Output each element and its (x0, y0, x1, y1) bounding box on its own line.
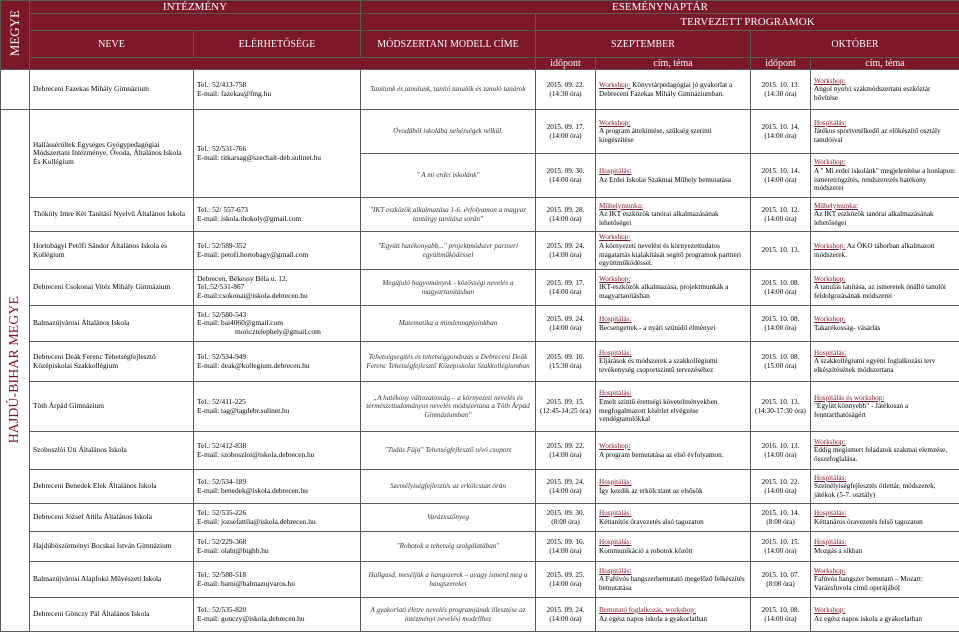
sep-date: 2015. 09. 24. (14:00 óra) (536, 232, 596, 270)
tervezett-header: TERVEZETT PROGRAMOK (536, 14, 959, 31)
okt-event: Workshop: Fafúvós hangszer bemutató – Mozart: Varázsfuvola című operájából (811, 562, 959, 598)
school-name: Szoboszlói Úti Általános Iskola (30, 432, 194, 470)
county-label: HAJDÚ-BIHAR MEGYE (1, 110, 30, 632)
modszertani-header: MÓDSZERTANI MODELL CÍME (361, 31, 536, 58)
contact: Tel.: 52/580-518 E-mail: bami@balmazujvaros.hu (194, 562, 361, 598)
okt-event: Hospitálás: Kéttanáros óravezetés felső tagozaton (811, 504, 959, 532)
contact: Tel.: 52/534-949 E-mail: deak@kollegium.debrecen.hu (194, 342, 361, 382)
contact: Tel.: 52/580-543 E-mail: bai4060@gmail.com moricztelephely@gmail.com (194, 306, 361, 342)
sep-date: 2015. 09. 24. (14:00 óra) (536, 598, 596, 632)
table-row (1, 70, 959, 110)
school-name: Debreceni Fazekas Mihály Gimnázium (30, 70, 194, 110)
okt-event: Workshop: Eddig megismert feladatok szakmai elemzése, összefoglalása. (811, 432, 959, 470)
idopont-header: időpont (536, 58, 596, 70)
school-name: Hallássérültek Egységes Gyógypedagógiai Módszertani Intézménye, Óvoda, Általános Iskola És Kollégium (30, 110, 194, 198)
okt-date: 2015. 10. 08. (14:00 óra) (751, 598, 811, 632)
contact: Debrecen, Békessy Béla u. 12. Tel.:52/531-867 E-mail:csokonai@iskola.debrecen.hu (194, 270, 361, 306)
oktober-header: OKTÓBER (751, 31, 959, 58)
contact: Tel.: 52/413-758 E-mail: fazekas@fmg.hu (194, 70, 361, 110)
school-name: Debreceni Deák Ferenc Tehetségfejlesztő Középiskolai Szakkollégium (30, 342, 194, 382)
table-row (1, 470, 959, 504)
idopont-header: időpont (751, 58, 811, 70)
model-title: "IKT eszközök alkalmazása 1-6. évfolyamon a magyar tantárgy tanítása során" (361, 198, 536, 232)
table-row (1, 270, 959, 306)
okt-event: Hospitálás: Mozgás a síkban (811, 532, 959, 562)
sep-event: Workshop: A környezeti nevelést és környezettudatos magatartás kialakítását segítő programok partneri együttműködéssel. (596, 232, 751, 270)
model-title: Hallgasd, meséljük a hangszerek – avagy ismerd meg a hangszereket (361, 562, 536, 598)
contact: Tel.: 52/535-820 E-mail: gonczy@iskola.debrecen.hu (194, 598, 361, 632)
okt-event: Hospitálás: Játékos sportvetélkedő az előkészítő osztály tanulóival (811, 110, 959, 154)
contact: Tel.: 52/589-352 E-mail: petofi.hortobagy@gmail.com (194, 232, 361, 270)
table-row (1, 232, 959, 270)
model-title: Varázsszőnyeg (361, 504, 536, 532)
contact: Tel.: 52/ 557-673 E-mail: iskola.thokoly@gmail.com (194, 198, 361, 232)
cimtema-header: cím, téma (596, 58, 751, 70)
okt-date: 2015. 10. 14. (14:00 óra) (751, 110, 811, 154)
elerhetoseg-header: ELÉRHETŐSÉGE (194, 31, 361, 58)
contact: Tel.: 52/411-225 E-mail: tag@tagdebr.sulinet.hu (194, 382, 361, 432)
sep-date: 2015. 09. 17. (14:00 óra) (536, 270, 596, 306)
okt-date: 2015. 10. 15. (14:00 óra) (751, 532, 811, 562)
sep-date: 2015. 09. 16. (14:00 óra) (536, 532, 596, 562)
sep-event: Műhelymunka: Az IKT eszközök tanórai alkalmazásának lehetőségei (596, 198, 751, 232)
model-title: Megújuló hagyományok - közösségi nevelés a magyartanításban (361, 270, 536, 306)
school-name: Thököly Imre Két Tanítási Nyelvű Általános Iskola (30, 198, 194, 232)
contact: Tel.: 52/534-189 E-mail: benedek@iskola.debrecen.hu (194, 470, 361, 504)
sep-event: Workshop: Könyvtárpedagógiai jó gyakorlat a Debreceni Fazekas Mihály Gimnáziumban. (596, 70, 751, 110)
model-title: "Tudás Fája" Tehetségfejlesztő nívó csoport (361, 432, 536, 470)
sep-date: 2015. 09. 30. (14:00 óra) (536, 154, 596, 198)
okt-event: Workshop: Az ÖKO táborban alkalmazott módszerek. (811, 232, 959, 270)
okt-date: 2015. 10. 07. (8:00 óra) (751, 562, 811, 598)
sep-event: Workshop: A program áttekintése, szükség szerinti kiegészítése (596, 110, 751, 154)
sep-event: Hospitálás: A Fafúvós hangszerbemutató megelőző felkészítés bemutatása (596, 562, 751, 598)
table-row (1, 198, 959, 232)
model-title: Tehetségsegítés és tehetséggondozás a Debreceni Deák Ferenc Tehetségfejlesztő Középiskolai Szakkollégiumban (361, 342, 536, 382)
okt-event: Workshop: Az egész napos iskola a gyakorlatban (811, 598, 959, 632)
esemenynaptar-header: ESEMÉNYNAPTÁR (361, 1, 959, 14)
contact: Tel.: 52/412-838 E-mail: szoboszloi@iskola.debrecen.hu (194, 432, 361, 470)
sep-date: 2015. 09. 17. (14:00 óra) (536, 110, 596, 154)
model-title: " A mi erdei iskolánk" (361, 154, 536, 198)
sep-date: 2015. 09. 28. (14:00 óra) (536, 198, 596, 232)
table-row (1, 432, 959, 470)
school-name: Debreceni Gönczy Pál Általános Iskola (30, 598, 194, 632)
sep-event: Hospitálás: Kommunikáció a robotok között (596, 532, 751, 562)
table-row (1, 306, 959, 342)
sep-event: Bemutató foglalkozás, workshop: Az egész napos iskola a gyakorlatban (596, 598, 751, 632)
okt-date: 2016. 10. 13. (14:00 óra) (751, 432, 811, 470)
sep-event: Hospitálás: Az Erdei Iskolai Szakmai Műhely bemutatása (596, 154, 751, 198)
table-row (1, 382, 959, 432)
model-title: „A hatékony változatosság – a környezeti nevelés és természettudományos nevelés módszertana a Tóth Árpád Gimnáziumban" (361, 382, 536, 432)
school-name: Hajdúböszörményi Bocskai István Gimnázium (30, 532, 194, 562)
school-name: Hortobágyi Petőfi Sándor Általános Iskola és Kollégium (30, 232, 194, 270)
okt-event: Hospitálás: Személyiségfejlesztés ötlettár, módszerek, játékok (5-7. osztály) (811, 470, 959, 504)
contact: Tel.: 52/535-226 E-mail: jozsefattila@iskola.debrecen.hu (194, 504, 361, 532)
sep-event: Workshop: IKT-eszközök alkalmazása, projektmunkák a magyartanításban (596, 270, 751, 306)
model-title: Tanítunk és tanulunk, tanító tanulók és tanuló tanárok (361, 70, 536, 110)
table-row (1, 598, 959, 632)
table-row (1, 504, 959, 532)
sep-date: 2015. 09. 10. (15:30 óra) (536, 342, 596, 382)
model-title: A gyakorlati életre nevelés programjának illesztése az intézményi nevelési modellhez (361, 598, 536, 632)
okt-event: Hospitálás és workshop: "Együtt könnyebb" - Játékosan a fenntarthatóságért (811, 382, 959, 432)
model-title: "Robotok a tehetség szolgálatában" (361, 532, 536, 562)
szeptember-header: SZEPTEMBER (536, 31, 751, 58)
sep-date: 2015. 09. 25. (14:00 óra) (536, 562, 596, 598)
okt-event: Workshop: Angol nyelvi szakmódszertani eszköztár bővítése (811, 70, 959, 110)
okt-date: 2015. 10. 08. (14:00 óra) (751, 270, 811, 306)
okt-event: Workshop: A " Mi erdei iskolánk" megjelenítése a honlapon: ismeretrögzítés, rendszerezés hatékony módszerei (811, 154, 959, 198)
table-row (1, 532, 959, 562)
school-name: Debreceni Csokonai Vitéz Mihály Gimnázium (30, 270, 194, 306)
school-name: Balmazújvárosi Alapfokú Művészeti Iskola (30, 562, 194, 598)
sep-event: Hospitálás: Emelt szintű érettségi követelményekben megfogalmazott kísérlet elvégzése vendégtanulókkal (596, 382, 751, 432)
okt-event: Workshop: A tanulás tanítása, az ismeretek önálló tanulói feldolgozásának módszerei (811, 270, 959, 306)
model-title: "Együtt hatékonyabb..." projektmódszer partneri együttműködéssel (361, 232, 536, 270)
table-row (1, 110, 959, 154)
sep-date: 2015. 09. 24. (14:00 óra) (536, 306, 596, 342)
sep-date: 2015. 09. 22. (14:00 óra) (536, 432, 596, 470)
sep-date: 2015. 09. 15. (12:45-14:25 óra) (536, 382, 596, 432)
cimtema-header: cím, téma (811, 58, 959, 70)
sep-event: Hospitálás: Így kezdik az erkölcstant az elsősök (596, 470, 751, 504)
model-title: Matematika a mindennapjainkban (361, 306, 536, 342)
okt-date: 2015. 10. 08. (15:00 óra) (751, 342, 811, 382)
table-row (1, 562, 959, 598)
sep-event: Hospitálás: Kéttanítós óravezetés alsó tagozaton (596, 504, 751, 532)
model-title: Személyiségfejlesztés az erkölcstan órán (361, 470, 536, 504)
okt-event: Műhelymunka: Az IKT eszközök tanórai alkalmazásának lehetőségei (811, 198, 959, 232)
school-name: Debreceni József Attila Általános Iskola (30, 504, 194, 532)
contact: Tel.: 52/531-766 E-mail: titkarsag@szechalt-deb.sulinet.hu (194, 110, 361, 198)
neve-header: NEVE (30, 31, 194, 58)
sep-date: 2015. 09. 30. (8:00 óra) (536, 504, 596, 532)
intezmeny-header: INTÉZMÉNY (30, 1, 361, 14)
school-name: Debreceni Benedek Elek Általános Iskola (30, 470, 194, 504)
school-name: Tóth Árpád Gimnázium (30, 382, 194, 432)
sep-date: 2015. 09. 22. (14:30 óra) (536, 70, 596, 110)
sep-event: Hospitálás: Eljárások és módszerek a szakkollégiumi tevékenység csoportszintű tervezéséhez (596, 342, 751, 382)
okt-event: Hospitálás: A szakkollégiumi egyéni foglalkozási terv elkészítésének módszertana (811, 342, 959, 382)
sep-date: 2015. 09. 24. (14:00 óra) (536, 470, 596, 504)
school-name: Balmazújvárosi Általános Iskola (30, 306, 194, 342)
okt-date: 2015. 10. 14. (14:00 óra) (751, 154, 811, 198)
okt-date: 2015. 10. 14. (8:00 óra) (751, 504, 811, 532)
okt-date: 2015. 10. 13. (14:30-17:30 óra) (751, 382, 811, 432)
okt-event: Workshop: Takarékosság- vásárlás (811, 306, 959, 342)
sep-event: Hospitálás: Becsengettek - a nyári szünidő élményei (596, 306, 751, 342)
table-row (1, 342, 959, 382)
okt-date: 2015. 10. 12. (14:00 óra) (751, 198, 811, 232)
megye-header: MEGYE (1, 1, 30, 70)
okt-date: 2015. 10. 13. (14:30 óra) (751, 70, 811, 110)
okt-date: 2015. 10. 13. (751, 232, 811, 270)
sep-event: Workshop: A program bemutatása az első évfolyamon. (596, 432, 751, 470)
model-title: Óvodából iskolába nehézségek nélkül. (361, 110, 536, 154)
okt-date: 2015. 10. 22. (14:00 óra) (751, 470, 811, 504)
okt-date: 2015. 10. 08. (14:00 óra) (751, 306, 811, 342)
contact: Tel.: 52/229-368 E-mail: olaht@bighb.hu (194, 532, 361, 562)
